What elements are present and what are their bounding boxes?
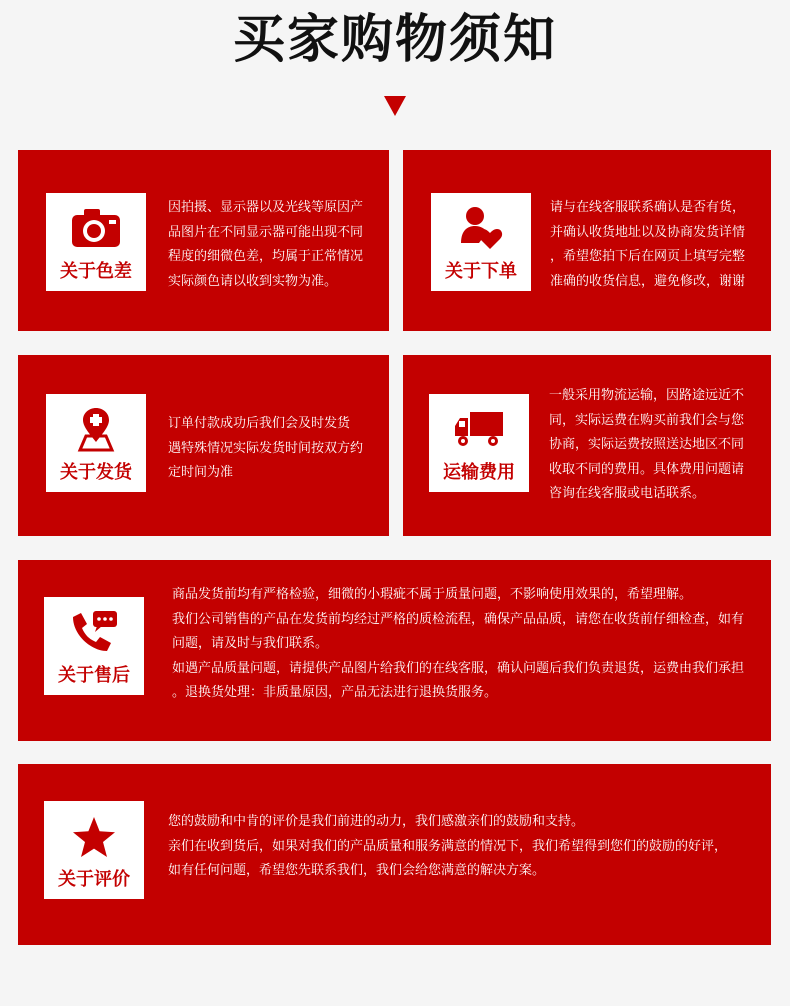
text-line: 商品发货前均有严格检验，细微的小瑕疵不属于质量问题，不影响使用效果的，希望理解。 — [172, 587, 693, 602]
text-line: 定时间为准 — [168, 465, 234, 480]
text-line: 实际颜色请以收到实物为准。 — [168, 273, 338, 289]
text-line: 准确的收货信息，避免修改，谢谢 — [550, 273, 746, 289]
star-icon — [71, 815, 117, 859]
text-line: 因拍摄、显示器以及光线等原因产 — [168, 200, 364, 215]
badge-ordering — [431, 193, 531, 291]
text-line: ，希望您拍下后在网页上填写完整 — [550, 249, 746, 264]
text-line: 我们公司销售的产品在发货前均经过严格的质检流程，确保产品品质，请您在收货前仔细检查，如有 — [172, 611, 745, 627]
text-line: 如遇产品质量问题，请提供产品图片给我们的在线客服，确认问题后我们负责退货，运费由我们承担 — [172, 660, 745, 676]
card-reviews — [18, 764, 771, 945]
card-color-difference — [18, 150, 389, 331]
text-line: 您的鼓励和中肯的评价是我们前进的动力，我们感激亲们的鼓励和支持。 — [168, 814, 585, 829]
down-arrow-icon — [384, 96, 406, 116]
text-line: 收取不同的费用。具体费用问题请 — [549, 461, 745, 477]
badge-label: 关于评价 — [58, 869, 130, 890]
text-line: 协商，实际运费按照送达地区不同 — [549, 437, 745, 452]
phone-chat-icon — [69, 609, 119, 655]
text-line: 请与在线客服联系确认是否有货， — [550, 200, 746, 215]
badge-label: 运输费用 — [443, 462, 515, 483]
text-line: 咨询在线客服或电话联系。 — [549, 486, 706, 501]
text-line: 程度的细微色差，均属于正常情况 — [168, 249, 364, 264]
location-pin-icon — [76, 406, 116, 452]
text-line: 。退换货处理：非质量原因，产品无法进行退换货服务。 — [172, 685, 498, 700]
page-title: 买家购物须知 — [232, 9, 557, 70]
camera-icon — [70, 207, 122, 249]
card-ordering — [403, 150, 771, 331]
card-text — [168, 196, 383, 294]
text-line: 如有任何问题，希望您先联系我们，我们会给您满意的解决方案。 — [168, 863, 546, 878]
text-line: 问题，请及时与我们联系。 — [172, 636, 329, 651]
text-line: 并确认收货地址以及协商发货详情 — [550, 224, 746, 240]
badge-label: 关于售后 — [58, 665, 130, 686]
card-text — [168, 810, 767, 884]
badge-color-difference — [46, 193, 146, 291]
text-line: 品图片在不同显示器可能出现不同 — [168, 224, 364, 240]
card-text — [550, 196, 765, 294]
card-text — [549, 384, 767, 507]
card-text — [168, 412, 383, 486]
truck-icon — [453, 410, 505, 450]
badge-label: 关于发货 — [60, 462, 132, 483]
text-line: 一般采用物流运输，因路途远近不 — [549, 388, 745, 403]
card-shipping-cost — [403, 355, 771, 536]
badge-label: 关于下单 — [445, 261, 517, 282]
badge-shipping-cost — [429, 394, 529, 492]
badge-label: 关于色差 — [60, 261, 132, 282]
badge-after-sales — [44, 597, 144, 695]
card-after-sales — [18, 560, 771, 741]
user-heart-icon — [459, 205, 503, 251]
text-line: 同，实际运费在购买前我们会与您 — [549, 412, 745, 428]
card-shipping — [18, 355, 389, 536]
badge-shipping — [46, 394, 146, 492]
text-line: 订单付款成功后我们会及时发货 — [168, 416, 351, 431]
text-line: 亲们在收到货后，如果对我们的产品质量和服务满意的情况下，我们希望得到您们的鼓励的好评， — [168, 838, 728, 854]
text-line: 遇特殊情况实际发货时间按双方约 — [168, 440, 364, 456]
card-text — [172, 583, 767, 706]
badge-reviews — [44, 801, 144, 899]
